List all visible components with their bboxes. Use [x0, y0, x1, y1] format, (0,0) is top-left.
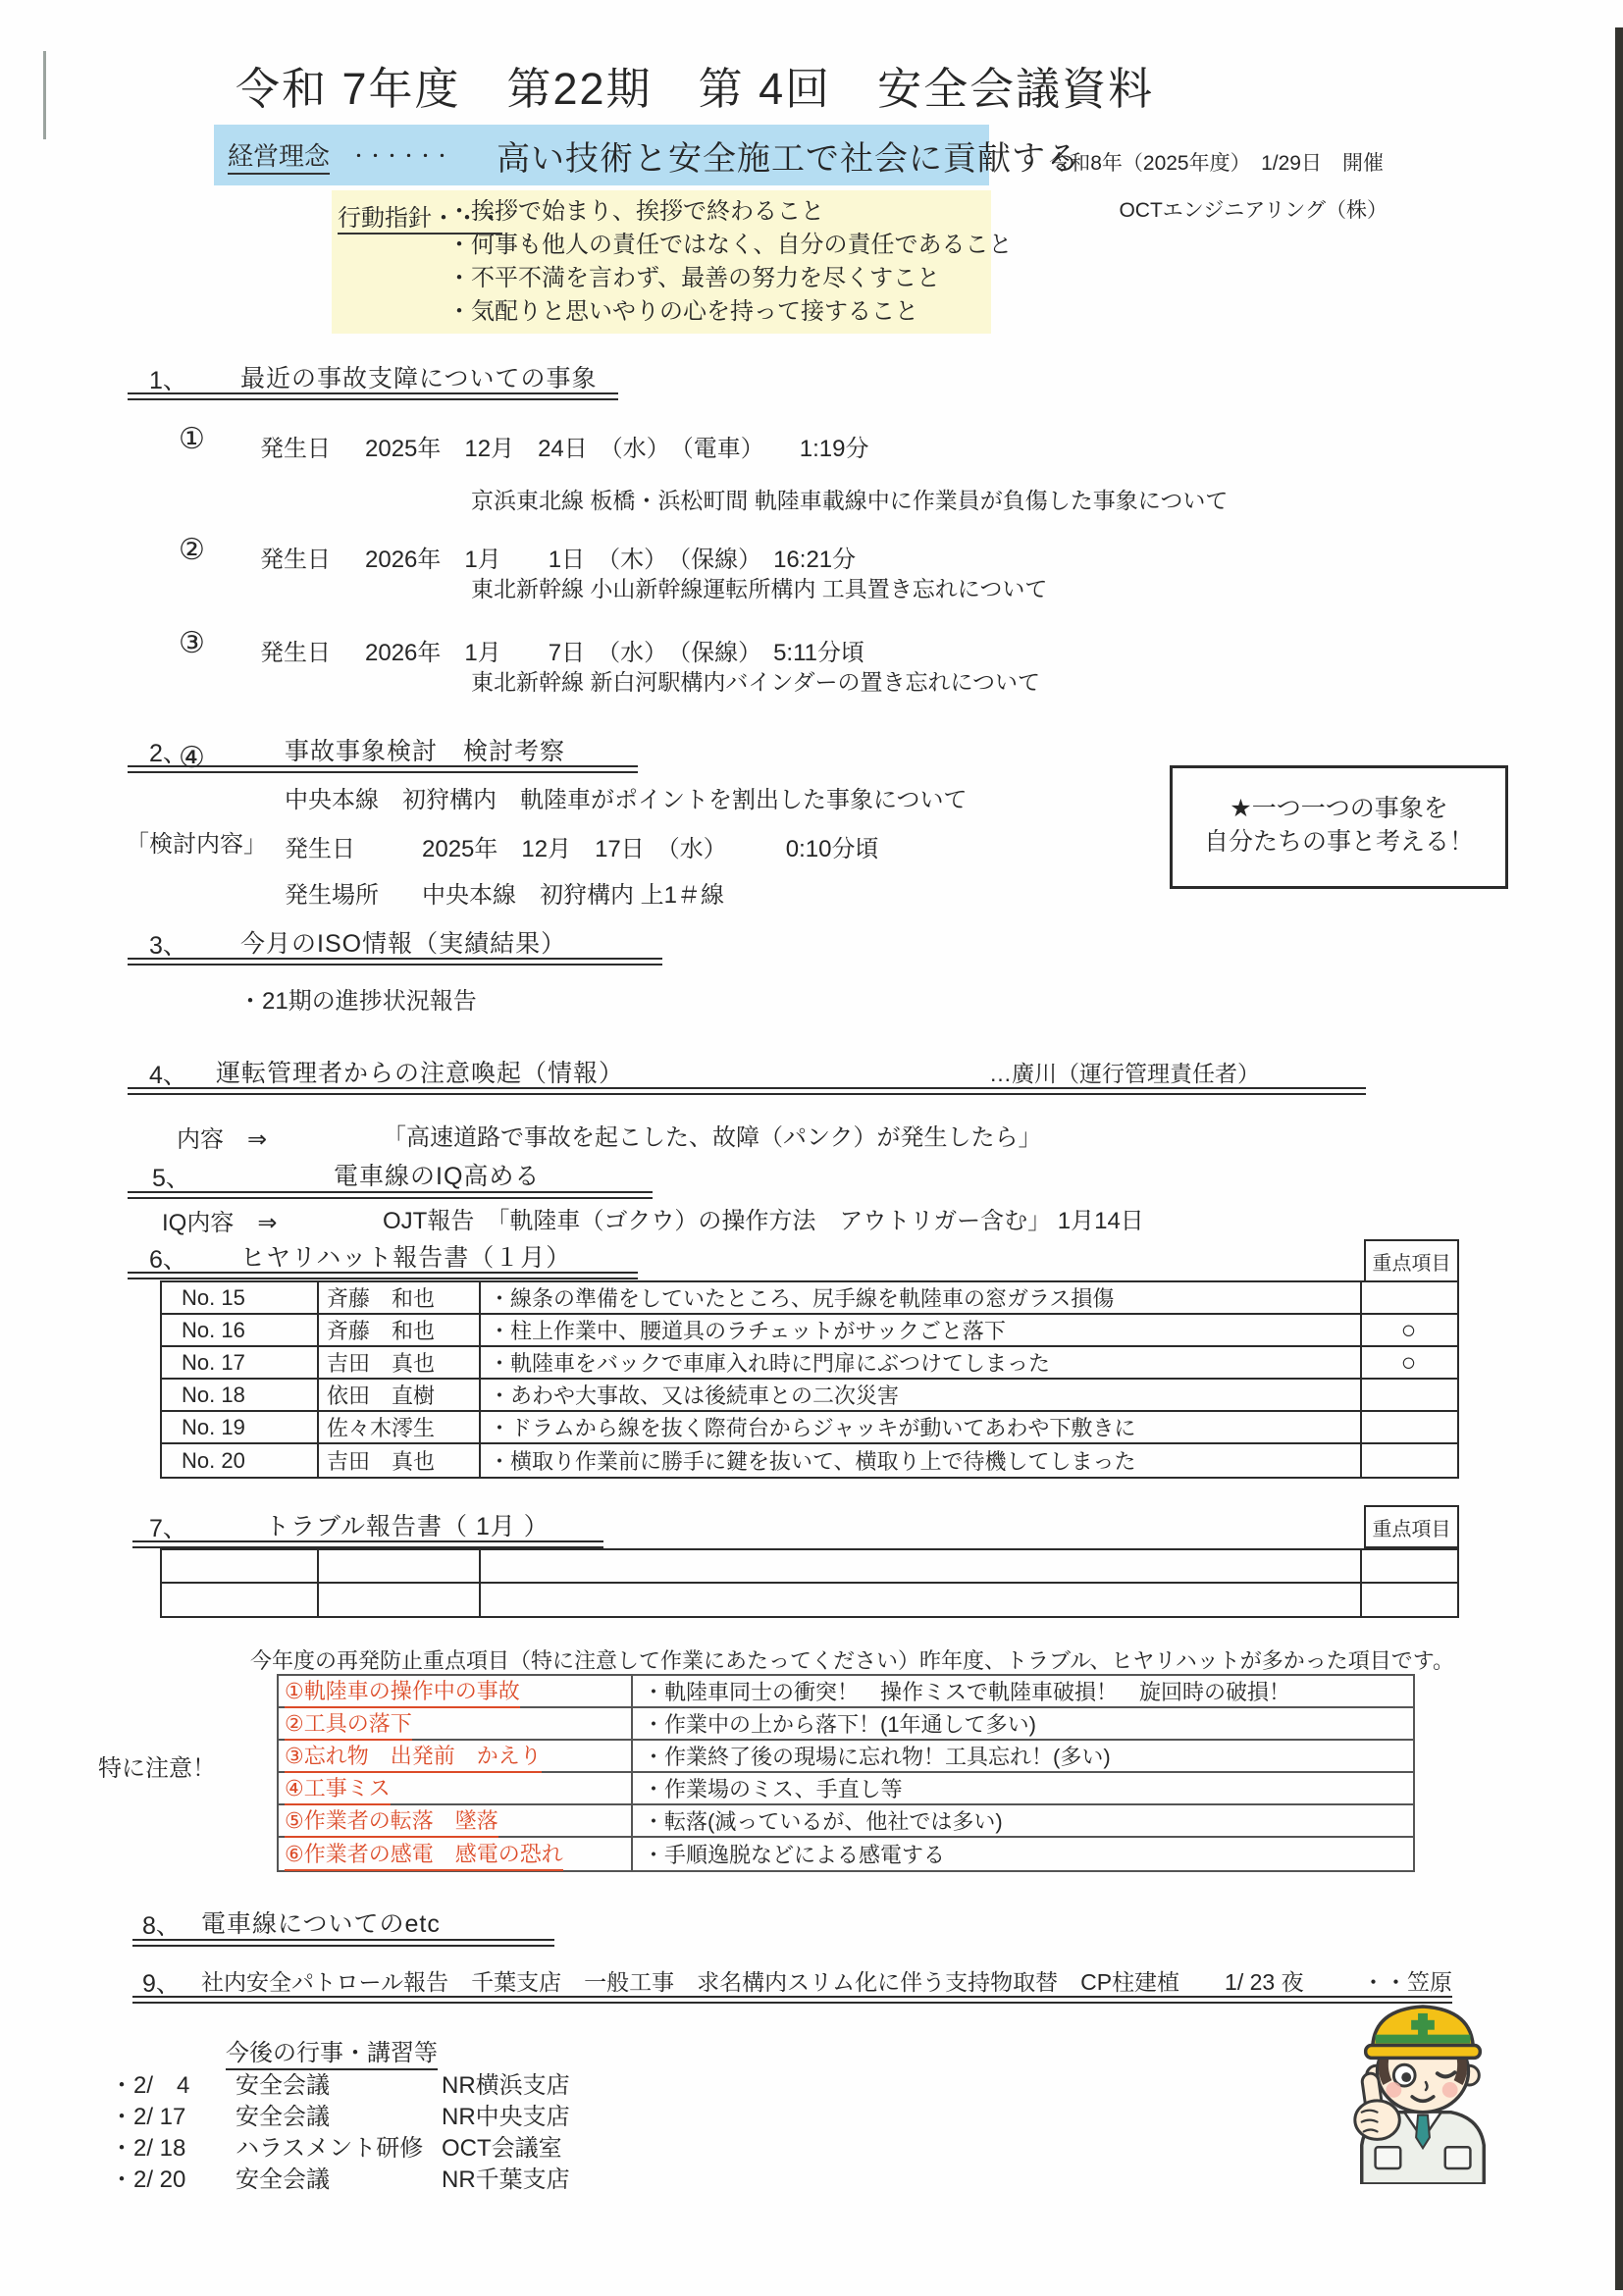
scan-artifact-line: [43, 51, 46, 139]
section2-title: 事故事象検討 検討考察: [285, 738, 566, 765]
philosophy-dots: ・・・・・・: [351, 147, 452, 165]
section8-title: 電車線についてのetc: [201, 1910, 441, 1938]
section6-number: 6、: [149, 1246, 187, 1274]
row-desc: ・線条の準備をしていたところ、尻手線を軌陸車の窓ガラス損傷: [481, 1282, 1362, 1313]
table-row: [162, 1412, 1457, 1444]
section5-underline: [128, 1191, 653, 1199]
policy-items: [447, 190, 1013, 329]
priority-focus-table: [277, 1674, 1415, 1872]
section2-number: 2、: [149, 740, 187, 767]
row-name: [319, 1550, 481, 1582]
event-row: [110, 2160, 570, 2194]
section3-underline: [128, 958, 662, 965]
event-date: ・2/ 17: [110, 2104, 186, 2130]
table-row: [162, 1315, 1457, 1347]
event-place: NR横浜支店: [442, 2072, 570, 2099]
row-name: 斉藤 和也: [319, 1282, 481, 1313]
table-row: [162, 1282, 1457, 1315]
table-row-empty: [162, 1550, 1457, 1584]
incident1-date: 2025年 12月 24日 （水） （電車） 1:19分: [365, 436, 869, 462]
section8-underline: [132, 1939, 554, 1947]
row-no: [162, 1550, 319, 1582]
section2-summary: 中央本線 初狩構内 軌陸車がポイントを割出した事象について: [285, 787, 968, 813]
prevention-note: 今年度の再発防止重点項目（特に注意して作業にあたってください）昨年度、トラブル、ヒヤリハットが多かった項目です。: [250, 1648, 1454, 1673]
row-desc: ・柱上作業中、腰道具のラチェットがサックごと落下: [481, 1315, 1362, 1345]
section5-title: 電車線のIQ高める: [334, 1163, 541, 1190]
table-row: [162, 1380, 1457, 1412]
section2-place-label: 発生場所: [285, 882, 379, 909]
section4-title: 運転管理者からの注意喚起（情報）: [216, 1060, 625, 1087]
row-priority-mark: ○: [1400, 1347, 1417, 1377]
event-date: ・2/ 4: [110, 2072, 190, 2099]
caution-label: 特に注意！: [98, 1755, 216, 1782]
philosophy-label: 経営理念: [228, 136, 330, 175]
row-no: No. 20: [162, 1444, 319, 1477]
row-priority-mark: [1362, 1444, 1455, 1477]
focus-desc: ・作業場のミス、手直し等: [643, 1777, 903, 1801]
management-philosophy-banner: [214, 125, 1081, 185]
section4-presenter: …廣川（運行管理責任者）: [989, 1061, 1260, 1086]
row-priority-mark: [1362, 1282, 1455, 1313]
section7-underline: [132, 1540, 603, 1548]
section5-content-label: IQ内容 ⇒: [162, 1210, 278, 1236]
policy-label: 行動指針・・・: [338, 198, 502, 235]
row-name: 依田 直樹: [319, 1380, 481, 1410]
incident3-detail: 東北新幹線 新白河駅構内バインダーの置き忘れについて: [471, 669, 1041, 695]
incident2-mark: ②: [179, 534, 205, 566]
row-priority-mark: [1362, 1412, 1455, 1442]
row-priority-mark: [1362, 1584, 1455, 1616]
event-row: [110, 2065, 570, 2100]
row-desc: [481, 1584, 1362, 1616]
event-date: ・2/ 20: [110, 2166, 186, 2193]
incident3-date-label: 発生日: [260, 640, 331, 666]
incident4-mark: ④: [179, 742, 205, 774]
focus-item: ④工事ミス: [279, 1773, 633, 1803]
focus-item: ①軌陸車の操作中の事故: [279, 1676, 633, 1706]
row-name: 吉田 真也: [319, 1347, 481, 1378]
focus-desc: ・作業中の上から落下！(1年通して多い): [643, 1712, 1036, 1737]
policy-item: ・何事も他人の責任ではなく、自分の責任であること: [447, 232, 1013, 258]
row-no: No. 16: [162, 1315, 319, 1345]
focus-row: [279, 1708, 1413, 1741]
incident3-date: 2026年 1月 7日 （水） （保線） 5:11分頃: [365, 640, 865, 666]
row-name: 斉藤 和也: [319, 1315, 481, 1345]
section4-content: 「高速道路で事故を起こした、故障（パンク）が発生したら」: [383, 1124, 1042, 1151]
row-no: No. 19: [162, 1412, 319, 1442]
table-row: [162, 1347, 1457, 1380]
page-title: 令和 7年度 第22期 第 4回 安全会議資料: [236, 64, 1155, 114]
section5-number: 5、: [152, 1165, 190, 1192]
row-name: 佐々木澪生: [319, 1412, 481, 1442]
focus-row: [279, 1741, 1413, 1773]
row-no: No. 17: [162, 1347, 319, 1378]
row-no: [162, 1584, 319, 1616]
events-heading-text: 今後の行事・講習等: [226, 2040, 438, 2070]
callout-box: [1170, 765, 1508, 889]
section7-title: トラブル報告書（ 1月 ）: [265, 1513, 550, 1540]
section9-title: 社内安全パトロール報告 千葉支店 一般工事 求名構内スリム化に伴う支持物取替 CP柱建植 1/ 23 夜: [201, 1969, 1304, 1995]
focus-desc: ・軌陸車同士の衝突！ 操作ミスで軌陸車破損！ 旋回時の破損！: [643, 1680, 1291, 1704]
section6-title: ヒヤリハット報告書（１月）: [240, 1244, 572, 1272]
hiyari-hatto-table: [160, 1280, 1459, 1479]
row-desc: ・軌陸車をバックで車庫入れ時に門扉にぶつけてしまった: [481, 1347, 1362, 1378]
focus-item: ⑤作業者の転落 墜落: [279, 1805, 633, 1836]
row-desc: ・横取り作業前に勝手に鍵を抜いて、横取り上で待機してしまった: [481, 1444, 1362, 1477]
event-place: OCT会議室: [442, 2135, 562, 2162]
section2-underline: [128, 765, 638, 773]
section8-number: 8、: [142, 1912, 181, 1940]
section2-review-label: 「検討内容」: [126, 831, 267, 858]
section7-number: 7、: [149, 1515, 187, 1542]
focus-row: [279, 1805, 1413, 1838]
section1-number: 1、: [149, 367, 187, 394]
event-name: ハラスメント研修: [236, 2135, 424, 2162]
row-priority-mark: [1362, 1550, 1455, 1582]
event-place: NR千葉支店: [442, 2166, 570, 2193]
row-no: No. 18: [162, 1380, 319, 1410]
worker-mascot-icon: [1340, 1990, 1505, 2184]
focus-row: [279, 1838, 1413, 1870]
section3-number: 3、: [149, 932, 187, 960]
focus-row: [279, 1773, 1413, 1805]
focus-item: ③忘れ物 出発前 かえり: [279, 1741, 633, 1771]
row-priority-mark: ○: [1400, 1315, 1417, 1344]
company-name: OCTエンジニアリング（株）: [1119, 199, 1387, 222]
incident1-detail: 京浜東北線 板橋・浜松町間 軌陸車載線中に作業員が負傷した事象について: [471, 488, 1229, 513]
row-desc: ・ドラムから線を抜く際荷台からジャッキが動いてあわや下敷きに: [481, 1412, 1362, 1442]
row-desc: [481, 1550, 1362, 1582]
section1-title: 最近の事故支障についての事象: [240, 365, 598, 392]
section7-priority-header: 重点項目: [1364, 1505, 1459, 1548]
event-name: 安全会議: [236, 2104, 330, 2130]
event-row: [110, 2097, 570, 2131]
policy-item: ・挨拶で始まり、挨拶で終わること: [447, 198, 824, 225]
event-place: NR中央支店: [442, 2104, 570, 2130]
event-name: 安全会議: [236, 2072, 330, 2099]
meeting-date: 令和8年（2025年度） 1/29日 開催: [1049, 152, 1384, 175]
focus-desc: ・作業終了後の現場に忘れ物！工具忘れ！(多い): [643, 1745, 1111, 1769]
policy-item: ・気配りと思いやりの心を持って接すること: [447, 298, 918, 325]
incident1-mark: ①: [179, 423, 205, 455]
section6-underline: [128, 1272, 638, 1279]
table-row: [162, 1444, 1457, 1477]
event-date: ・2/ 18: [110, 2135, 186, 2162]
scan-edge-shadow: [1615, 27, 1623, 2290]
focus-desc: ・転落(減っているが、他社では多い): [643, 1809, 1003, 1834]
section1-underline: [128, 392, 618, 400]
section3-title: 今月のISO情報（実績結果）: [240, 930, 567, 958]
callout-line2: 自分たちの事と考える！: [1203, 828, 1474, 856]
section4-underline: [128, 1087, 1366, 1095]
action-policy-box: [332, 190, 1013, 334]
section9-presenter: ・・笠原: [1362, 1969, 1452, 1995]
row-desc: ・あわや大事故、又は後続車との二次災害: [481, 1380, 1362, 1410]
focus-desc: ・手順逸脱などによる感電する: [643, 1843, 946, 1867]
focus-item: ⑥作業者の感電 感電の恐れ: [279, 1838, 633, 1870]
worker-mascot-illustration: [1340, 1990, 1505, 2184]
section9-number: 9、: [142, 1970, 181, 1998]
incident2-date-label: 発生日: [260, 547, 331, 573]
section6-priority-header: 重点項目: [1364, 1239, 1459, 1282]
section9-underline: [132, 1996, 1452, 2004]
events-heading: [226, 2033, 438, 2067]
section2-date-label: 発生日: [285, 836, 355, 862]
callout-line1: ★一つ一つの事象を: [1230, 795, 1448, 822]
focus-row: [279, 1676, 1413, 1708]
trouble-report-table: [160, 1548, 1459, 1618]
section2-date: 2025年 12月 17日 （水） 0:10分頃: [422, 836, 879, 862]
event-name: 安全会議: [236, 2166, 330, 2193]
incident2-detail: 東北新幹線 小山新幹線運転所構内 工具置き忘れについて: [471, 576, 1048, 601]
row-name: 吉田 真也: [319, 1444, 481, 1477]
row-name: [319, 1584, 481, 1616]
table-row-empty: [162, 1584, 1457, 1616]
section4-content-label: 内容 ⇒: [177, 1126, 268, 1153]
section3-content: ・21期の進捗状況報告: [238, 988, 477, 1015]
event-row: [110, 2128, 562, 2163]
focus-item: ②工具の落下: [279, 1708, 633, 1739]
policy-item: ・不平不満を言わず、最善の努力を尽くすこと: [447, 265, 941, 291]
section4-number: 4、: [149, 1062, 187, 1089]
incident1-date-label: 発生日: [260, 436, 331, 462]
incident3-mark: ③: [179, 627, 205, 659]
row-no: No. 15: [162, 1282, 319, 1313]
incident2-date: 2026年 1月 1日 （木） （保線） 16:21分: [365, 547, 857, 573]
philosophy-slogan: 高い技術と安全施工で社会に貢献する: [497, 139, 1081, 178]
section2-place: 中央本線 初狩構内 上1＃線: [422, 882, 725, 909]
row-priority-mark: [1362, 1380, 1455, 1410]
section5-content: OJT報告 「軌陸車（ゴクウ）の操作方法 アウトリガー含む」 1月14日: [383, 1208, 1144, 1234]
